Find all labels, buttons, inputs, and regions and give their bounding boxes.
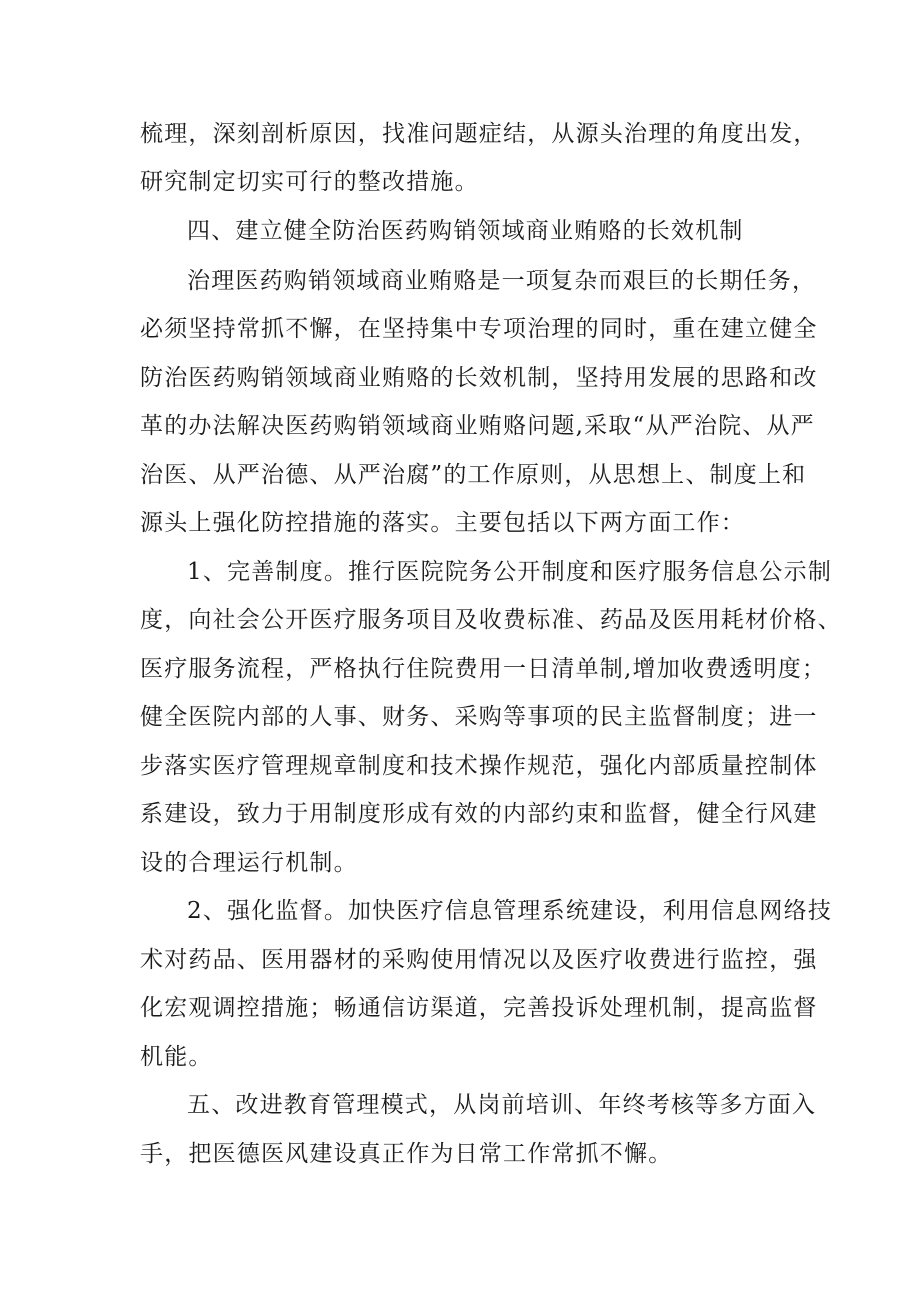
paragraph-line: 系建设，致力于用制度形成有效的内部约束和监督，健全行风建: [140, 801, 818, 827]
paragraph-line: 梳理，深刻剖析原因，找准问题症结，从源头治理的角度出发，: [140, 121, 818, 147]
paragraph-line: 防治医药购销领域商业贿赂的长效机制，坚持用发展的思路和改: [140, 365, 818, 391]
paragraph-line: 机能。: [140, 1044, 213, 1070]
paragraph-line: 源头上强化防控措施的落实。主要包括以下两方面工作：: [140, 510, 745, 536]
paragraph-line: 1、完善制度。推行医院院务公开制度和医疗服务信息公示制: [187, 559, 833, 585]
paragraph-line: 治医、从严治德、从严治腐”的工作原则，从思想上、制度上和: [140, 462, 807, 488]
paragraph-line: 步落实医疗管理规章制度和技术操作规范，强化内部质量控制体: [140, 753, 818, 779]
section-heading: 五、改进教育管理模式，从岗前培训、年终考核等多方面入: [187, 1092, 817, 1118]
section-heading: 四、建立健全防治医药购销领域商业贿赂的长效机制: [187, 218, 744, 244]
paragraph-line: 化宏观调控措施；畅通信访渠道，完善投诉处理机制，提高监督: [140, 995, 818, 1021]
paragraph-line: 研究制定切实可行的整改措施。: [140, 169, 479, 195]
paragraph-line: 术对药品、医用器材的采购使用情况以及医疗收费进行监控，强: [140, 947, 818, 973]
paragraph-line: 革的办法解决医药购销领域商业贿赂问题,采取“从严治院、从严: [140, 413, 815, 439]
paragraph-line: 设的合理运行机制。: [140, 850, 358, 876]
paragraph-line: 治理医药购销领域商业贿赂是一项复杂而艰巨的长期任务，: [187, 268, 817, 294]
paragraph-line: 医疗服务流程，严格执行住院费用一日清单制,增加收费透明度；: [140, 656, 827, 682]
paragraph-line: 2、强化监督。加快医疗信息管理系统建设，利用信息网络技: [187, 898, 833, 924]
paragraph-line: 手，把医德医风建设真正作为日常工作常抓不懈。: [140, 1141, 673, 1167]
paragraph-line: 健全医院内部的人事、财务、采购等事项的民主监督制度；进一: [140, 704, 818, 730]
paragraph-line: 度，向社会公开医疗服务项目及收费标准、药品及医用耗材价格、: [140, 607, 842, 633]
paragraph-line: 必须坚持常抓不懈，在坚持集中专项治理的同时，重在建立健全: [140, 316, 818, 342]
